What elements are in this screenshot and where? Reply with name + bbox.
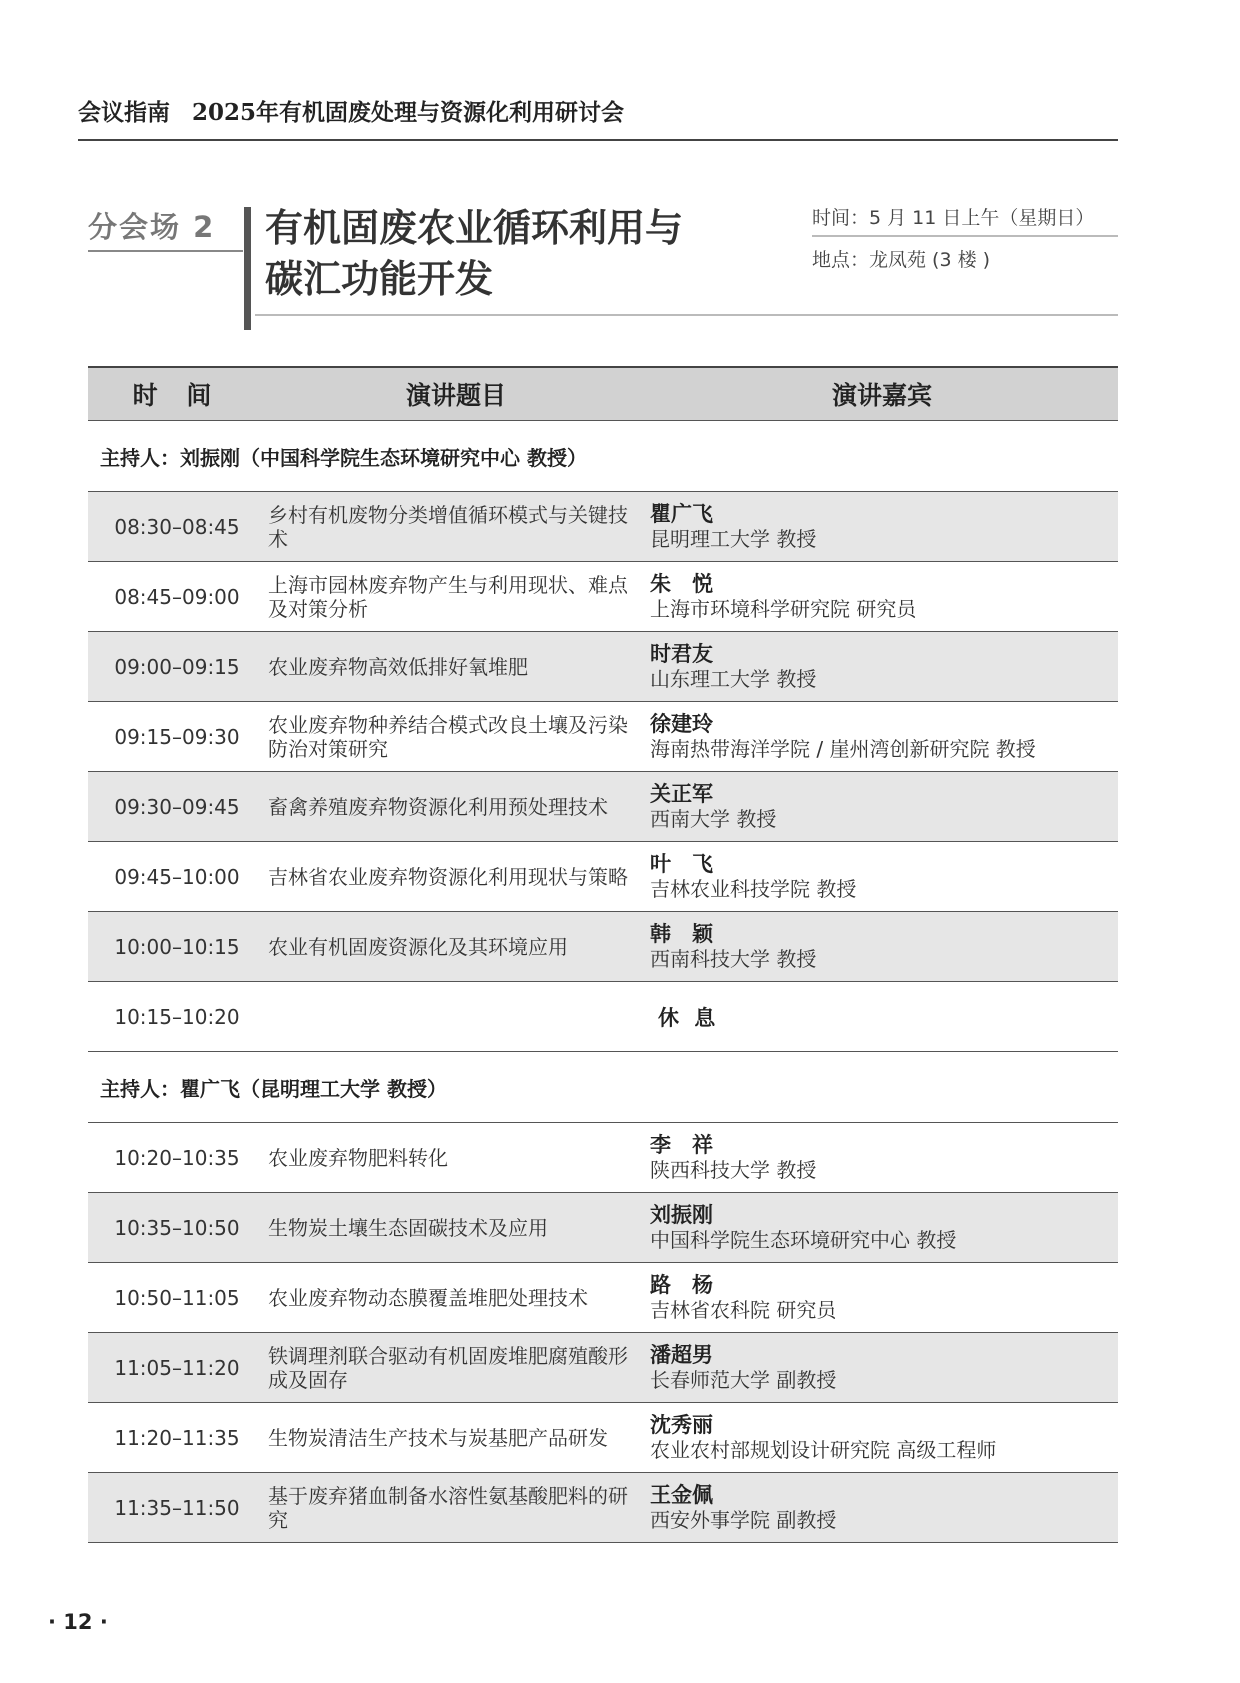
break-cell (646, 982, 1118, 1052)
talk-topic: 铁调理剂联合驱动有机固废堆肥腐殖酸形成及固存 (266, 1333, 646, 1403)
talk-topic: 农业废弃物动态膜覆盖堆肥处理技术 (266, 1263, 646, 1333)
speaker-affiliation: 山东理工大学 教授 (650, 667, 817, 691)
break-label: 休 息 (658, 1005, 720, 1030)
speaker-name: 韩 颖 (650, 922, 713, 946)
header-rule (78, 139, 1118, 141)
table-row (88, 702, 1118, 772)
speaker-affiliation: 长春师范大学 副教授 (650, 1368, 837, 1392)
talk-topic: 上海市园林废弃物产生与利用现状、难点及对策分析 (266, 562, 646, 632)
talk-topic: 吉林省农业废弃物资源化利用现状与策略 (266, 842, 646, 912)
table-row (88, 842, 1118, 912)
table-row (88, 1263, 1118, 1333)
speaker-name: 刘振刚 (650, 1203, 713, 1227)
speaker-affiliation: 吉林省农科院 研究员 (650, 1298, 837, 1322)
speaker-name: 瞿广飞 (650, 502, 713, 526)
table-row (88, 1473, 1118, 1543)
speaker-cell (646, 1263, 1118, 1333)
page-number: · 12 · (48, 1610, 108, 1634)
speaker-affiliation: 西南科技大学 教授 (650, 947, 817, 971)
host-label: 主持人：刘振刚（中国科学院生态环境研究中心 教授） (88, 421, 1118, 492)
talk-topic: 基于废弃猪血制备水溶性氨基酸肥料的研究 (266, 1473, 646, 1543)
speaker-cell (646, 1473, 1118, 1543)
speaker-cell (646, 562, 1118, 632)
speaker-cell (646, 492, 1118, 562)
table-row (88, 1193, 1118, 1263)
table-row (88, 912, 1118, 982)
session-title-line-1: 有机固废农业循环利用与 (265, 206, 684, 250)
session-label: 分会场 2 (88, 210, 216, 244)
speaker-name: 李 祥 (650, 1133, 713, 1157)
talk-topic: 畜禽养殖废弃物资源化利用预处理技术 (266, 772, 646, 842)
speaker-affiliation: 西南大学 教授 (650, 807, 777, 831)
speaker-affiliation: 海南热带海洋学院 / 崖州湾创新研究院 教授 (650, 737, 1036, 761)
speaker-name: 叶 飞 (650, 852, 713, 876)
speaker-cell (646, 632, 1118, 702)
break-row (88, 982, 1118, 1052)
schedule-body (88, 421, 1118, 1543)
speaker-name: 徐建玲 (650, 712, 713, 736)
talk-time: 09:30–09:45 (88, 772, 266, 842)
speaker-affiliation: 昆明理工大学 教授 (650, 527, 817, 551)
running-head-conference: 2025年有机固废处理与资源化利用研讨会 (192, 99, 625, 126)
speaker-name: 潘超男 (650, 1343, 713, 1367)
session-time: 时间：5 月 11 日上午（星期日） (812, 207, 1095, 229)
speaker-cell (646, 1193, 1118, 1263)
break-time: 10:15–10:20 (88, 982, 266, 1052)
talk-time: 10:50–11:05 (88, 1263, 266, 1333)
header-topic: 演讲题目 (266, 367, 646, 421)
talk-topic: 生物炭清洁生产技术与炭基肥产品研发 (266, 1403, 646, 1473)
table-row (88, 1123, 1118, 1193)
speaker-affiliation: 西安外事学院 副教授 (650, 1508, 837, 1532)
talk-time: 09:00–09:15 (88, 632, 266, 702)
running-head (78, 94, 1118, 127)
session-label-underline (88, 250, 243, 252)
talk-time: 10:20–10:35 (88, 1123, 266, 1193)
session-meta-rule (812, 235, 1118, 237)
speaker-affiliation: 中国科学院生态环境研究中心 教授 (650, 1228, 957, 1252)
table-row (88, 562, 1118, 632)
session-title-rule (255, 314, 1118, 316)
talk-topic: 生物炭土壤生态固碳技术及应用 (266, 1193, 646, 1263)
schedule-table (88, 366, 1118, 1543)
talk-time: 08:45–09:00 (88, 562, 266, 632)
speaker-name: 朱 悦 (650, 572, 713, 596)
talk-time: 09:15–09:30 (88, 702, 266, 772)
speaker-cell (646, 772, 1118, 842)
talk-time: 10:00–10:15 (88, 912, 266, 982)
speaker-name: 路 杨 (650, 1273, 713, 1297)
speaker-affiliation: 吉林农业科技学院 教授 (650, 877, 857, 901)
speaker-name: 关正军 (650, 782, 713, 806)
header-speaker: 演讲嘉宾 (646, 367, 1118, 421)
break-empty (266, 982, 646, 1052)
talk-time: 11:35–11:50 (88, 1473, 266, 1543)
host-label: 主持人：瞿广飞（昆明理工大学 教授） (88, 1052, 1118, 1123)
session-venue: 地点：龙凤苑 (3 楼 ) (812, 249, 991, 271)
table-row (88, 1333, 1118, 1403)
talk-topic: 农业有机固废资源化及其环境应用 (266, 912, 646, 982)
speaker-name: 时君友 (650, 642, 713, 666)
table-row (88, 772, 1118, 842)
speaker-cell (646, 912, 1118, 982)
session-title-bar (244, 207, 251, 330)
talk-topic: 农业废弃物种养结合模式改良土壤及污染防治对策研究 (266, 702, 646, 772)
talk-time: 10:35–10:50 (88, 1193, 266, 1263)
speaker-cell (646, 842, 1118, 912)
talk-time: 09:45–10:00 (88, 842, 266, 912)
speaker-cell (646, 702, 1118, 772)
speaker-affiliation: 上海市环境科学研究院 研究员 (650, 597, 917, 621)
speaker-name: 沈秀丽 (650, 1413, 713, 1437)
talk-time: 11:20–11:35 (88, 1403, 266, 1473)
running-head-section: 会议指南 (78, 99, 170, 126)
session-title-line-2: 碳汇功能开发 (265, 257, 494, 301)
session-title (265, 203, 785, 305)
table-row (88, 632, 1118, 702)
speaker-affiliation: 陕西科技大学 教授 (650, 1158, 817, 1182)
table-header-row (88, 367, 1118, 421)
host-row (88, 421, 1118, 492)
host-row (88, 1052, 1118, 1123)
talk-topic: 农业废弃物肥料转化 (266, 1123, 646, 1193)
speaker-cell (646, 1123, 1118, 1193)
speaker-name: 王金佩 (650, 1483, 713, 1507)
speaker-affiliation: 农业农村部规划设计研究院 高级工程师 (650, 1438, 997, 1462)
speaker-cell (646, 1333, 1118, 1403)
speaker-cell (646, 1403, 1118, 1473)
table-row (88, 1403, 1118, 1473)
header-time: 时 间 (88, 367, 266, 421)
talk-topic: 乡村有机废物分类增值循环模式与关键技术 (266, 492, 646, 562)
table-row (88, 492, 1118, 562)
talk-time: 08:30–08:45 (88, 492, 266, 562)
talk-time: 11:05–11:20 (88, 1333, 266, 1403)
talk-topic: 农业废弃物高效低排好氧堆肥 (266, 632, 646, 702)
